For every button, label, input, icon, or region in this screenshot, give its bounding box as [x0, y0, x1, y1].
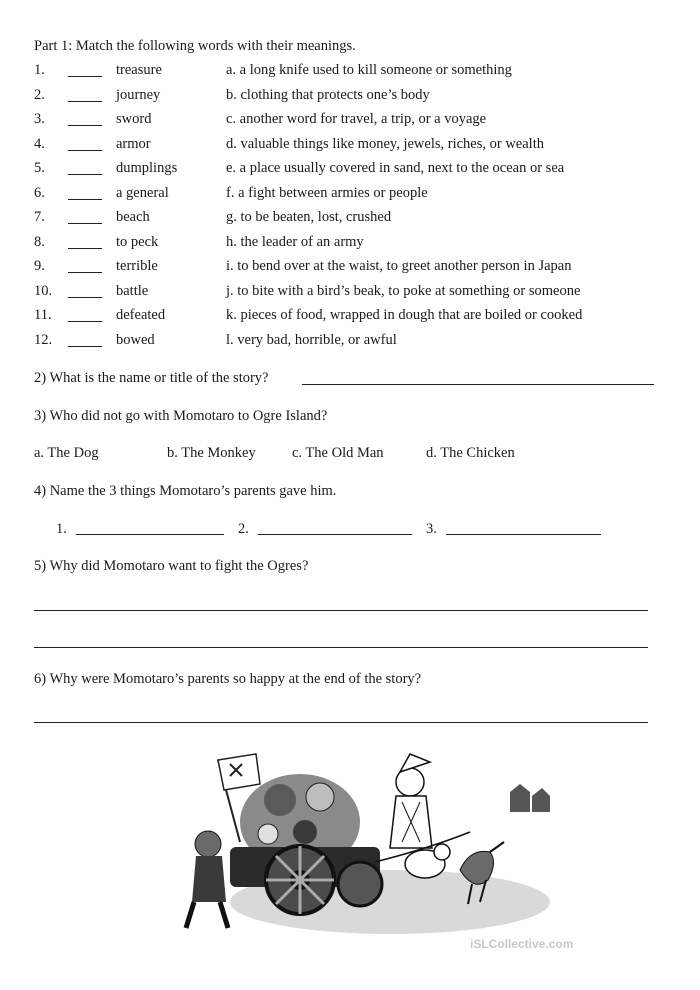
meaning-text: j. to bite with a bird’s beak, to poke at something or someone — [226, 282, 581, 299]
match-row — [34, 209, 674, 229]
answer-blank[interactable] — [68, 150, 102, 151]
vocab-word: terrible — [116, 258, 158, 274]
answer-line-q4-3[interactable] — [446, 534, 601, 535]
option-a[interactable]: a. The Dog — [34, 445, 99, 461]
match-row — [34, 185, 674, 205]
answer-line-q4-1[interactable] — [76, 534, 224, 535]
meaning-text: a. a long knife used to kill someone or something — [226, 62, 512, 78]
meaning-text: k. pieces of food, wrapped in dough that are boiled or cooked — [226, 307, 583, 323]
item-number: 2. — [34, 86, 45, 103]
vocab-word: dumplings — [116, 160, 178, 176]
item-number: 4. — [34, 135, 45, 152]
part1-heading: Part 1: Match the following words with their meanings. — [34, 38, 356, 54]
answer-line-q5-1[interactable] — [34, 610, 648, 611]
vocab-word: defeated — [116, 307, 166, 323]
meaning-text: c. another word for travel, a trip, or a voyage — [226, 111, 487, 127]
item-number: 10. — [34, 282, 53, 299]
answer-blank[interactable] — [68, 125, 102, 126]
answer-blank[interactable] — [68, 76, 102, 77]
vocab-word: journey — [116, 86, 161, 103]
vocab-word: bowed — [116, 331, 155, 348]
match-row — [34, 307, 674, 327]
match-row — [34, 111, 674, 131]
vocab-word: armor — [116, 135, 151, 152]
match-row — [34, 332, 674, 352]
vocab-word: sword — [116, 111, 152, 127]
option-d[interactable]: d. The Chicken — [426, 445, 515, 461]
answer-line-q6[interactable] — [34, 722, 648, 723]
answer-line-q4-2[interactable] — [258, 534, 412, 535]
item-number: 8. — [34, 233, 45, 250]
meaning-text: f. a fight between armies or people — [226, 184, 428, 201]
question-6: 6) Why were Momotaro’s parents so happy at the end of the story? — [34, 671, 422, 687]
match-row — [34, 160, 674, 180]
meaning-text: g. to be beaten, lost, crushed — [226, 209, 392, 225]
match-row — [34, 258, 674, 278]
answer-blank[interactable] — [68, 346, 102, 347]
vocab-word: to peck — [116, 233, 159, 250]
question-4: 4) Name the 3 things Momotaro’s parents gave him. — [34, 483, 337, 499]
vocab-word: battle — [116, 282, 149, 299]
answer-blank[interactable] — [68, 321, 102, 322]
item-number: 5. — [34, 160, 45, 176]
option-c[interactable]: c. The Old Man — [292, 445, 384, 461]
item-number: 1. — [34, 62, 45, 78]
match-row — [34, 234, 674, 254]
meaning-text: l. very bad, horrible, or awful — [226, 331, 397, 348]
vocab-word: treasure — [116, 62, 162, 78]
item-number: 3. — [34, 111, 45, 127]
meaning-text: i. to bend over at the waist, to greet another person in Japan — [226, 258, 572, 274]
answer-blank[interactable] — [68, 199, 102, 200]
item-number: 12. — [34, 331, 53, 348]
distant-village — [510, 784, 550, 812]
option-b[interactable]: b. The Monkey — [167, 445, 256, 461]
item-number: 9. — [34, 258, 45, 274]
answer-line-q5-2[interactable] — [34, 647, 648, 648]
match-row — [34, 62, 674, 82]
answer-blank[interactable] — [68, 174, 102, 175]
meaning-text: e. a place usually covered in sand, next to the ocean or sea — [226, 160, 565, 176]
item-number: 7. — [34, 209, 45, 225]
match-row — [34, 87, 674, 107]
answer-blank[interactable] — [68, 101, 102, 102]
vocab-word: a general — [116, 184, 169, 201]
answer-line-q2[interactable] — [302, 384, 654, 385]
match-row — [34, 136, 674, 156]
answer-blank[interactable] — [68, 272, 102, 273]
question-2: 2) What is the name or title of the story? — [34, 370, 269, 386]
vocab-word: beach — [116, 209, 150, 225]
item-number: 6. — [34, 184, 45, 201]
answer-label-3: 3. — [426, 521, 437, 537]
answer-blank[interactable] — [68, 297, 102, 298]
watermark: iSLCollective.com — [470, 937, 574, 951]
match-row — [34, 283, 674, 303]
monkey-figure — [195, 831, 221, 857]
item-number: 11. — [34, 307, 52, 323]
question-3: 3) Who did not go with Momotaro to Ogre Island? — [34, 408, 328, 424]
answer-blank[interactable] — [68, 248, 102, 249]
meaning-text: b. clothing that protects one’s body — [226, 86, 430, 103]
meaning-text: h. the leader of an army — [226, 233, 364, 250]
answer-label-2: 2. — [238, 521, 249, 537]
answer-blank[interactable] — [68, 223, 102, 224]
meaning-text: d. valuable things like money, jewels, riches, or wealth — [226, 135, 544, 152]
momotaro-illustration — [170, 752, 574, 952]
question-5: 5) Why did Momotaro want to fight the Ogres? — [34, 558, 309, 574]
answer-label-1: 1. — [56, 521, 67, 537]
